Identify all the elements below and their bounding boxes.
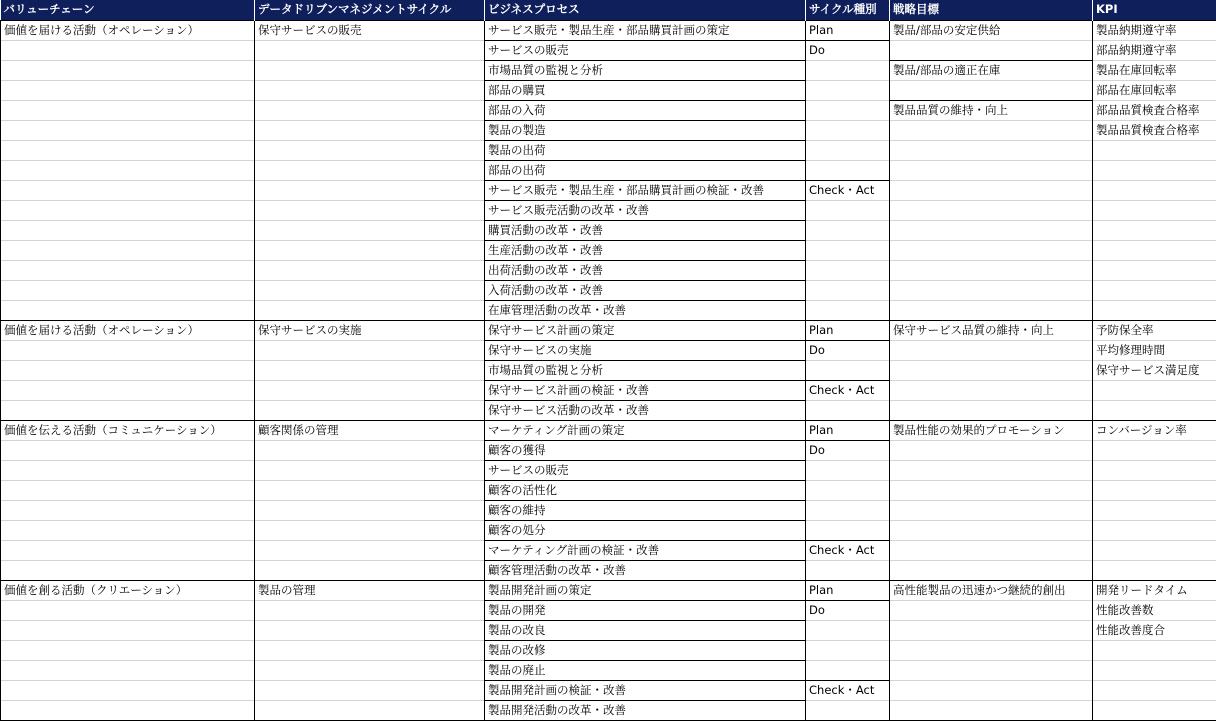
cell-cycle-type[interactable]: Plan xyxy=(806,320,890,340)
cell-management-cycle[interactable] xyxy=(255,600,485,620)
cell-business-process[interactable]: 製品の出荷 xyxy=(485,140,806,160)
cell-cycle-type[interactable] xyxy=(806,140,890,160)
cell-business-process[interactable]: マーケティング計画の策定 xyxy=(485,420,806,440)
cell-business-process[interactable]: 保守サービス計画の検証・改善 xyxy=(485,380,806,400)
cell-cycle-type[interactable] xyxy=(806,700,890,720)
cell-management-cycle[interactable] xyxy=(255,140,485,160)
cell-business-process[interactable]: 製品開発計画の策定 xyxy=(485,580,806,600)
cell-management-cycle[interactable] xyxy=(255,60,485,80)
cell-cycle-type[interactable] xyxy=(806,400,890,420)
cell-strategic-goal[interactable] xyxy=(890,160,1093,180)
cell-strategic-goal[interactable] xyxy=(890,600,1093,620)
table-row xyxy=(1,100,1216,120)
cell-strategic-goal[interactable] xyxy=(890,660,1093,680)
cell-value-chain[interactable] xyxy=(1,480,255,500)
table-row xyxy=(1,400,1216,420)
cell-management-cycle[interactable] xyxy=(255,200,485,220)
cell-kpi[interactable] xyxy=(1093,220,1216,240)
table-row xyxy=(1,440,1216,460)
table-row xyxy=(1,240,1216,260)
cell-strategic-goal[interactable] xyxy=(890,380,1093,400)
cell-kpi[interactable] xyxy=(1093,380,1216,400)
cell-value-chain[interactable] xyxy=(1,640,255,660)
cell-cycle-type[interactable]: Check・Act xyxy=(806,540,890,560)
cell-kpi[interactable] xyxy=(1093,440,1216,460)
table-row xyxy=(1,600,1216,620)
cell-management-cycle[interactable] xyxy=(255,620,485,640)
cell-strategic-goal[interactable] xyxy=(890,480,1093,500)
table-row xyxy=(1,220,1216,240)
cell-strategic-goal[interactable] xyxy=(890,240,1093,260)
table-row xyxy=(1,120,1216,140)
cell-strategic-goal[interactable] xyxy=(890,80,1093,100)
cell-strategic-goal[interactable] xyxy=(890,620,1093,640)
cell-cycle-type[interactable] xyxy=(806,360,890,380)
cell-cycle-type[interactable] xyxy=(806,300,890,320)
cell-value-chain[interactable] xyxy=(1,440,255,460)
cell-kpi[interactable] xyxy=(1093,660,1216,680)
cell-management-cycle[interactable] xyxy=(255,260,485,280)
cell-value-chain[interactable] xyxy=(1,700,255,720)
cell-management-cycle[interactable] xyxy=(255,240,485,260)
cell-management-cycle[interactable] xyxy=(255,360,485,380)
cell-management-cycle[interactable] xyxy=(255,440,485,460)
cell-strategic-goal[interactable] xyxy=(890,520,1093,540)
table-row xyxy=(1,40,1216,60)
table-row xyxy=(1,20,1216,40)
cell-business-process[interactable]: 生産活動の改革・改善 xyxy=(485,240,806,260)
cell-cycle-type[interactable]: Do xyxy=(806,340,890,360)
cell-management-cycle[interactable] xyxy=(255,640,485,660)
cell-strategic-goal[interactable]: 製品/部品の安定供給 xyxy=(890,20,1093,40)
cell-business-process[interactable]: 購買活動の改革・改善 xyxy=(485,220,806,240)
cell-management-cycle[interactable] xyxy=(255,180,485,200)
cell-value-chain[interactable] xyxy=(1,600,255,620)
cell-kpi[interactable] xyxy=(1093,280,1216,300)
cell-cycle-type[interactable]: Check・Act xyxy=(806,380,890,400)
cell-business-process[interactable]: サービス販売・製品生産・部品購買計画の策定 xyxy=(485,20,806,40)
table-row xyxy=(1,320,1216,340)
cell-business-process[interactable]: 部品の購買 xyxy=(485,80,806,100)
cell-kpi[interactable] xyxy=(1093,500,1216,520)
cell-value-chain[interactable] xyxy=(1,560,255,580)
cell-management-cycle[interactable] xyxy=(255,560,485,580)
cell-cycle-type[interactable] xyxy=(806,260,890,280)
cell-kpi[interactable]: 平均修理時間 xyxy=(1093,340,1216,360)
cell-management-cycle[interactable] xyxy=(255,280,485,300)
cell-cycle-type[interactable] xyxy=(806,560,890,580)
cell-management-cycle[interactable] xyxy=(255,480,485,500)
cell-kpi[interactable] xyxy=(1093,560,1216,580)
cell-business-process[interactable]: 保守サービス計画の策定 xyxy=(485,320,806,340)
table-row xyxy=(1,500,1216,520)
cell-management-cycle[interactable] xyxy=(255,340,485,360)
cell-value-chain[interactable] xyxy=(1,400,255,420)
cell-value-chain[interactable]: 価値を伝える活動（コミュニケーション） xyxy=(1,420,255,440)
cell-kpi[interactable] xyxy=(1093,520,1216,540)
cell-strategic-goal[interactable] xyxy=(890,300,1093,320)
cell-cycle-type[interactable] xyxy=(806,280,890,300)
cell-business-process[interactable]: 在庫管理活動の改革・改善 xyxy=(485,300,806,320)
cell-strategic-goal[interactable]: 保守サービス品質の維持・向上 xyxy=(890,320,1093,340)
cell-business-process[interactable]: 顧客管理活動の改革・改善 xyxy=(485,560,806,580)
header-kpi[interactable]: KPI xyxy=(1093,0,1216,20)
cell-business-process[interactable]: 製品の製造 xyxy=(485,120,806,140)
cell-business-process[interactable]: 保守サービス活動の改革・改善 xyxy=(485,400,806,420)
cell-cycle-type[interactable] xyxy=(806,520,890,540)
table-row xyxy=(1,660,1216,680)
cell-business-process[interactable]: 顧客の獲得 xyxy=(485,440,806,460)
cell-strategic-goal[interactable] xyxy=(890,440,1093,460)
cell-cycle-type[interactable] xyxy=(806,660,890,680)
cell-business-process[interactable]: 入荷活動の改革・改善 xyxy=(485,280,806,300)
cell-kpi[interactable] xyxy=(1093,300,1216,320)
table-row xyxy=(1,360,1216,380)
cell-value-chain[interactable] xyxy=(1,80,255,100)
cell-value-chain[interactable] xyxy=(1,220,255,240)
table-row xyxy=(1,480,1216,500)
cell-business-process[interactable]: 顧客の維持 xyxy=(485,500,806,520)
header-row xyxy=(1,0,1216,20)
cell-management-cycle[interactable] xyxy=(255,520,485,540)
cell-business-process[interactable]: 部品の入荷 xyxy=(485,100,806,120)
cell-strategic-goal[interactable] xyxy=(890,220,1093,240)
cell-value-chain[interactable] xyxy=(1,140,255,160)
cell-value-chain[interactable] xyxy=(1,660,255,680)
cell-cycle-type[interactable]: Do xyxy=(806,440,890,460)
cell-management-cycle[interactable]: 製品の管理 xyxy=(255,580,485,600)
cell-value-chain[interactable]: 価値を届ける活動（オペレーション） xyxy=(1,320,255,340)
table-row xyxy=(1,80,1216,100)
cell-cycle-type[interactable]: Do xyxy=(806,600,890,620)
table-body xyxy=(1,20,1216,720)
cell-kpi[interactable] xyxy=(1093,240,1216,260)
cell-kpi[interactable]: 部品在庫回転率 xyxy=(1093,80,1216,100)
cell-value-chain[interactable] xyxy=(1,540,255,560)
header-value-chain[interactable]: バリューチェーン xyxy=(1,0,255,20)
cell-value-chain[interactable] xyxy=(1,100,255,120)
cell-value-chain[interactable]: 価値を届ける活動（オペレーション） xyxy=(1,20,255,40)
cell-cycle-type[interactable] xyxy=(806,160,890,180)
cell-strategic-goal[interactable] xyxy=(890,260,1093,280)
cell-management-cycle[interactable] xyxy=(255,700,485,720)
cell-cycle-type[interactable] xyxy=(806,60,890,80)
cell-management-cycle[interactable] xyxy=(255,220,485,240)
table-row xyxy=(1,300,1216,320)
cell-value-chain[interactable] xyxy=(1,180,255,200)
table-row xyxy=(1,60,1216,80)
table-row xyxy=(1,520,1216,540)
cell-kpi[interactable]: 製品在庫回転率 xyxy=(1093,60,1216,80)
cell-strategic-goal[interactable] xyxy=(890,40,1093,60)
cell-kpi[interactable] xyxy=(1093,160,1216,180)
cell-strategic-goal[interactable] xyxy=(890,400,1093,420)
cell-management-cycle[interactable] xyxy=(255,460,485,480)
cell-cycle-type[interactable]: Check・Act xyxy=(806,180,890,200)
table-row xyxy=(1,180,1216,200)
cell-value-chain[interactable] xyxy=(1,40,255,60)
cell-strategic-goal[interactable] xyxy=(890,540,1093,560)
cell-business-process[interactable]: 製品開発計画の検証・改善 xyxy=(485,680,806,700)
cell-cycle-type[interactable] xyxy=(806,220,890,240)
cell-kpi[interactable] xyxy=(1093,640,1216,660)
cell-kpi[interactable]: 製品納期遵守率 xyxy=(1093,20,1216,40)
cell-strategic-goal[interactable] xyxy=(890,120,1093,140)
cell-business-process[interactable]: 市場品質の監視と分析 xyxy=(485,60,806,80)
table-row xyxy=(1,560,1216,580)
cell-cycle-type[interactable] xyxy=(806,100,890,120)
cell-cycle-type[interactable] xyxy=(806,500,890,520)
cell-business-process[interactable]: 製品の開発 xyxy=(485,600,806,620)
cell-strategic-goal[interactable]: 製品性能の効果的プロモーション xyxy=(890,420,1093,440)
cell-management-cycle[interactable] xyxy=(255,160,485,180)
cell-kpi[interactable]: 性能改善数 xyxy=(1093,600,1216,620)
cell-business-process[interactable]: サービスの販売 xyxy=(485,460,806,480)
cell-strategic-goal[interactable] xyxy=(890,140,1093,160)
table-row xyxy=(1,340,1216,360)
table-row xyxy=(1,420,1216,440)
header-management-cycle[interactable]: データドリブンマネジメントサイクル xyxy=(255,0,485,20)
cell-kpi[interactable]: 製品品質検査合格率 xyxy=(1093,120,1216,140)
cell-value-chain[interactable] xyxy=(1,240,255,260)
cell-value-chain[interactable] xyxy=(1,520,255,540)
cell-kpi[interactable]: 保守サービス満足度 xyxy=(1093,360,1216,380)
cell-business-process[interactable]: 保守サービスの実施 xyxy=(485,340,806,360)
cell-strategic-goal[interactable] xyxy=(890,700,1093,720)
cell-kpi[interactable] xyxy=(1093,180,1216,200)
cell-value-chain[interactable] xyxy=(1,120,255,140)
cell-business-process[interactable]: 製品開発活動の改革・改善 xyxy=(485,700,806,720)
cell-strategic-goal[interactable] xyxy=(890,500,1093,520)
cell-value-chain[interactable] xyxy=(1,60,255,80)
cell-business-process[interactable]: 部品の出荷 xyxy=(485,160,806,180)
cell-strategic-goal[interactable] xyxy=(890,640,1093,660)
cell-cycle-type[interactable]: Plan xyxy=(806,20,890,40)
table-row xyxy=(1,580,1216,600)
cell-management-cycle[interactable] xyxy=(255,300,485,320)
cell-management-cycle[interactable] xyxy=(255,40,485,60)
cell-value-chain[interactable] xyxy=(1,280,255,300)
cell-business-process[interactable]: 製品の廃止 xyxy=(485,660,806,680)
cell-cycle-type[interactable] xyxy=(806,620,890,640)
table-row xyxy=(1,260,1216,280)
table-row xyxy=(1,140,1216,160)
cell-value-chain[interactable]: 価値を創る活動（クリエーション） xyxy=(1,580,255,600)
cell-kpi[interactable] xyxy=(1093,460,1216,480)
cell-kpi[interactable]: 部品納期遵守率 xyxy=(1093,40,1216,60)
cell-business-process[interactable]: 顧客の処分 xyxy=(485,520,806,540)
cell-value-chain[interactable] xyxy=(1,160,255,180)
cell-strategic-goal[interactable] xyxy=(890,460,1093,480)
cell-kpi[interactable] xyxy=(1093,140,1216,160)
cell-kpi[interactable] xyxy=(1093,540,1216,560)
table-row xyxy=(1,200,1216,220)
cell-strategic-goal[interactable] xyxy=(890,360,1093,380)
cell-management-cycle[interactable]: 保守サービスの実施 xyxy=(255,320,485,340)
cell-management-cycle[interactable] xyxy=(255,100,485,120)
cell-strategic-goal[interactable] xyxy=(890,560,1093,580)
cell-cycle-type[interactable] xyxy=(806,640,890,660)
table-row xyxy=(1,640,1216,660)
cell-strategic-goal[interactable] xyxy=(890,680,1093,700)
cell-strategic-goal[interactable] xyxy=(890,180,1093,200)
cell-business-process[interactable]: サービス販売・製品生産・部品購買計画の検証・改善 xyxy=(485,180,806,200)
header-cycle-type[interactable]: サイクル種別 xyxy=(806,0,890,20)
cell-management-cycle[interactable] xyxy=(255,540,485,560)
cell-management-cycle[interactable]: 保守サービスの販売 xyxy=(255,20,485,40)
cell-kpi[interactable]: 部品品質検査合格率 xyxy=(1093,100,1216,120)
cell-kpi[interactable]: 予防保全率 xyxy=(1093,320,1216,340)
cell-kpi[interactable] xyxy=(1093,200,1216,220)
cell-cycle-type[interactable] xyxy=(806,460,890,480)
cell-business-process[interactable]: サービス販売活動の改革・改善 xyxy=(485,200,806,220)
cell-cycle-type[interactable] xyxy=(806,80,890,100)
table-row xyxy=(1,460,1216,480)
cell-business-process[interactable]: マーケティング計画の検証・改善 xyxy=(485,540,806,560)
cell-cycle-type[interactable] xyxy=(806,240,890,260)
cell-kpi[interactable]: コンバージョン率 xyxy=(1093,420,1216,440)
cell-business-process[interactable]: 出荷活動の改革・改善 xyxy=(485,260,806,280)
cell-kpi[interactable] xyxy=(1093,700,1216,720)
cell-management-cycle[interactable] xyxy=(255,120,485,140)
cell-value-chain[interactable] xyxy=(1,380,255,400)
cell-value-chain[interactable] xyxy=(1,620,255,640)
cell-management-cycle[interactable] xyxy=(255,500,485,520)
cell-strategic-goal[interactable] xyxy=(890,340,1093,360)
cell-value-chain[interactable] xyxy=(1,460,255,480)
cell-business-process[interactable]: サービスの販売 xyxy=(485,40,806,60)
cell-kpi[interactable] xyxy=(1093,680,1216,700)
cell-cycle-type[interactable]: Plan xyxy=(806,580,890,600)
table-row xyxy=(1,380,1216,400)
cell-cycle-type[interactable] xyxy=(806,200,890,220)
table-row xyxy=(1,280,1216,300)
cell-cycle-type[interactable] xyxy=(806,120,890,140)
cell-value-chain[interactable] xyxy=(1,260,255,280)
cell-cycle-type[interactable]: Check・Act xyxy=(806,680,890,700)
table-row xyxy=(1,540,1216,560)
cell-strategic-goal[interactable]: 製品/部品の適正在庫 xyxy=(890,60,1093,80)
cell-strategic-goal[interactable]: 高性能製品の迅速かつ継続的創出 xyxy=(890,580,1093,600)
table-row xyxy=(1,700,1216,720)
cell-kpi[interactable] xyxy=(1093,260,1216,280)
cell-management-cycle[interactable] xyxy=(255,660,485,680)
cell-strategic-goal[interactable] xyxy=(890,200,1093,220)
cell-value-chain[interactable] xyxy=(1,340,255,360)
cell-management-cycle[interactable]: 顧客関係の管理 xyxy=(255,420,485,440)
header-strategic-goal[interactable]: 戦略目標 xyxy=(890,0,1093,20)
cell-business-process[interactable]: 市場品質の監視と分析 xyxy=(485,360,806,380)
cell-management-cycle[interactable] xyxy=(255,380,485,400)
header-business-process[interactable]: ビジネスプロセス xyxy=(485,0,806,20)
cell-management-cycle[interactable] xyxy=(255,400,485,420)
cell-strategic-goal[interactable] xyxy=(890,280,1093,300)
cell-management-cycle[interactable] xyxy=(255,80,485,100)
cell-kpi[interactable] xyxy=(1093,400,1216,420)
cell-value-chain[interactable] xyxy=(1,300,255,320)
cell-value-chain[interactable] xyxy=(1,200,255,220)
cell-kpi[interactable]: 性能改善度合 xyxy=(1093,620,1216,640)
cell-business-process[interactable]: 製品の改良 xyxy=(485,620,806,640)
cell-cycle-type[interactable] xyxy=(806,480,890,500)
cell-value-chain[interactable] xyxy=(1,360,255,380)
table-row xyxy=(1,620,1216,640)
cell-kpi[interactable] xyxy=(1093,480,1216,500)
cell-cycle-type[interactable]: Do xyxy=(806,40,890,60)
cell-business-process[interactable]: 製品の改修 xyxy=(485,640,806,660)
cell-value-chain[interactable] xyxy=(1,500,255,520)
cell-strategic-goal[interactable]: 製品品質の維持・向上 xyxy=(890,100,1093,120)
cell-value-chain[interactable] xyxy=(1,680,255,700)
cell-kpi[interactable]: 開発リードタイム xyxy=(1093,580,1216,600)
cell-business-process[interactable]: 顧客の活性化 xyxy=(485,480,806,500)
table-row xyxy=(1,160,1216,180)
table-row xyxy=(1,680,1216,700)
cell-cycle-type[interactable]: Plan xyxy=(806,420,890,440)
cell-management-cycle[interactable] xyxy=(255,680,485,700)
